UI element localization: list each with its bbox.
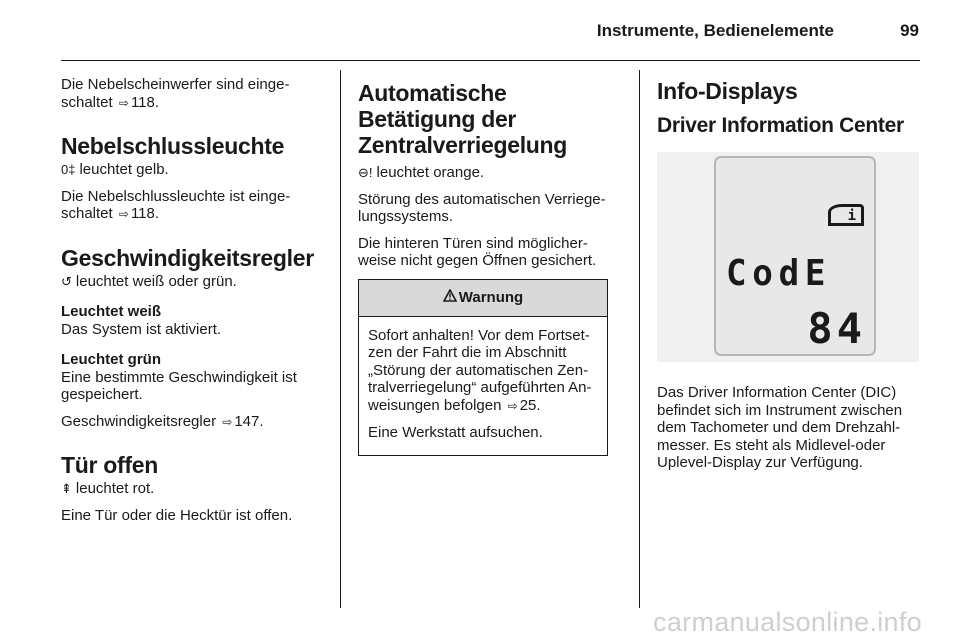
page-ref-link[interactable]: 118. [130,205,160,222]
dic-display-image [657,152,919,362]
fog-rear-status: 0‡ leuchtet gelb. [61,161,169,178]
page-ref-icon: ⇨ [118,207,129,221]
right-column [657,78,923,481]
door-open-icon: ⇞ [61,481,72,496]
page-ref-link[interactable]: 25. [519,396,541,414]
column-divider [340,70,341,608]
rear-fog-light-icon: 0‡ [61,162,76,177]
fog-light-intro: Die Nebelscheinwerfer sind einge-schaltet ⇨ 118. [61,76,290,111]
warning-title: Warnung [458,288,524,306]
column-divider [639,70,640,608]
central-lock-warning-icon: ⊖! [358,165,373,180]
section-title: Instrumente, Bedienelemente [596,21,834,40]
cruise-green-title: Leuchtet grün [61,351,161,368]
page-ref-icon: ⇨ [507,398,518,413]
page-ref-link[interactable]: 147. [234,412,264,430]
warning-text-2: Eine Werkstatt aufsuchen. [368,424,543,441]
warning-body [359,317,607,455]
cruise-white-text: Das System ist aktiviert. [61,320,222,338]
warning-box [358,279,608,456]
warning-header [359,280,607,317]
cruise-status: ↺ leuchtet weiß oder grün. [61,272,237,290]
page-ref-link[interactable]: 118. [130,93,160,111]
central-lock-status: ⊖! leuchtet orange. [358,164,485,181]
heading-central-locking: Automatische Betätigung der Zentralverriegelung [358,80,568,158]
dic-screen [714,156,876,356]
warning-text-1: Sofort anhalten! Vor dem Fortset-zen der Fahrt die im Abschnitt „Störung der automatischen Zen-tralverriegelung“ aufgeführten An-weisungen befolgen ⇨ 25. [368,326,592,414]
cruise-control-icon: ↺ [61,273,72,289]
dic-description: Das Driver Information Center (DIC) befindet sich im Instrument zwischen dem Tachometer und dem Drehzahl-messer. Es steht als Midlevel-oder Uplevel-Display zur Verfügung. [657,384,903,471]
page-number: 99 [900,21,919,40]
central-lock-text-1: Störung des automatischen Verriege-lungssystems. [358,190,606,225]
heading-cruise-control: Geschwindigkeitsregler [61,244,314,271]
heading-info-displays: Info-Displays [657,78,798,104]
fog-rear-text: Die Nebelschlussleuchte ist einge-schaltet ⇨ 118. [61,187,291,222]
middle-column [358,80,622,456]
cruise-ref: Geschwindigkeitsregler ⇨ 147. [61,412,264,430]
central-lock-text-2: Die hinteren Türen sind möglicher-weise nicht gegen Öffnen gesichert. [358,234,597,269]
left-column [61,76,323,533]
header-rule [61,60,920,61]
dic-code-text: CodE [726,253,832,294]
dic-code-number: 84 [807,304,866,353]
cruise-white-title: Leuchtet weiß [61,303,162,320]
page-ref-icon: ⇨ [118,95,129,110]
door-status: ⇞ leuchtet rot. [61,480,155,497]
warning-triangle-icon [443,289,457,307]
door-text: Eine Tür oder die Hecktür ist offen. [61,506,293,524]
page-header [0,0,960,60]
heading-fog-rear: Nebelschlussleuchte [61,133,285,159]
heading-dic: Driver Information Center [657,114,904,137]
heading-door-open: Tür offen [61,452,158,478]
watermark: carmanualsonline.info [653,607,922,637]
manual-info-icon: i [828,204,864,226]
page-ref-icon: ⇨ [222,414,233,429]
cruise-green-text: Eine bestimmte Geschwindigkeit ist gespeichert. [61,368,297,403]
